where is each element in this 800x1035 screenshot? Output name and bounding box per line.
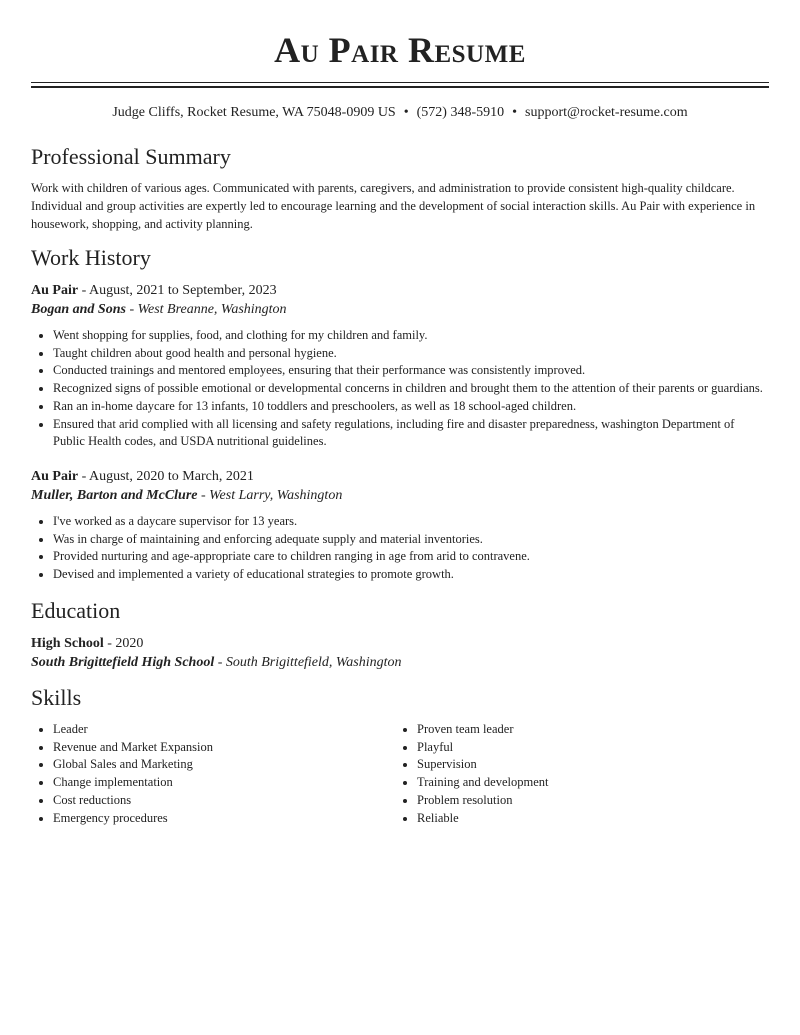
job-2-employer-line bbox=[31, 487, 342, 505]
list-item: • Ensured that arid complied with all licensing and safety regulations, including fire and disaster preparedness, washington Department of Public Health codes, and USDA nutritional guidelines. bbox=[53, 416, 769, 451]
skills-list-left bbox=[31, 721, 393, 827]
list-item: • Went shopping for supplies, food, and clothing for my children and family. bbox=[53, 327, 769, 345]
list-item: • Playful bbox=[417, 739, 757, 757]
education-school-line bbox=[31, 654, 402, 672]
list-item: • Change implementation bbox=[53, 774, 393, 792]
list-item: • Conducted trainings and mentored employees, ensuring that their performance was consistently improved. bbox=[53, 362, 769, 380]
list-item: • Revenue and Market Expansion bbox=[53, 739, 393, 757]
contact-email: support@rocket-resume.com bbox=[525, 105, 688, 120]
job-employer: Muller, Barton and McClure bbox=[31, 488, 198, 503]
job-2-title-line bbox=[31, 468, 254, 486]
education-school: South Brigittefield High School bbox=[31, 655, 215, 670]
list-item: • Ran an in-home daycare for 13 infants, 10 toddlers and preschoolers, as well as 18 school-aged children. bbox=[53, 398, 769, 416]
list-item: • Leader bbox=[53, 721, 393, 739]
job-dates: - August, 2020 to March, 2021 bbox=[78, 469, 254, 484]
title-divider-thick bbox=[31, 86, 769, 88]
list-item: • Cost reductions bbox=[53, 792, 393, 810]
resume-page bbox=[31, 0, 769, 825]
list-item: • I've worked as a daycare supervisor for 13 years. bbox=[53, 513, 769, 531]
contact-separator: • bbox=[512, 105, 518, 120]
job-1-bullets bbox=[31, 327, 769, 451]
job-1-employer-line bbox=[31, 301, 287, 319]
contact-phone: (572) 348-5910 bbox=[416, 105, 505, 120]
contact-line bbox=[31, 104, 769, 122]
summary-text: Work with children of various ages. Communicated with parents, caregivers, and administration to provide consistent high-quality childcare. Individual and group activities are expertly led to encourage learning and the development of social interaction skills. Au Pair with experience in housework, shopping, and activity planning. bbox=[31, 181, 756, 231]
job-title: Au Pair bbox=[31, 283, 79, 298]
list-item: • Reliable bbox=[417, 810, 757, 828]
summary-heading: Professional Summary bbox=[31, 144, 231, 169]
education-degree: High School bbox=[31, 636, 104, 651]
list-item: • Was in charge of maintaining and enforcing adequate supply and material inventories. bbox=[53, 531, 769, 549]
job-location: - West Larry, Washington bbox=[197, 488, 343, 503]
education-degree-line bbox=[31, 635, 143, 653]
list-item: • Proven team leader bbox=[417, 721, 757, 739]
list-item: • Provided nurturing and age-appropriate care to children ranging in age from arid to contravene. bbox=[53, 548, 769, 566]
resume-title: Au Pair Resume bbox=[274, 30, 526, 70]
title-divider-thin bbox=[31, 82, 769, 83]
list-item: • Recognized signs of possible emotional or developmental concerns in children and brought them to the attention of their parents or guardians. bbox=[53, 380, 769, 398]
list-item: • Devised and implemented a variety of educational strategies to promote growth. bbox=[53, 566, 769, 584]
job-2-bullets bbox=[31, 513, 769, 584]
education-location: - South Brigittefield, Washington bbox=[214, 655, 402, 670]
education-year: - 2020 bbox=[103, 636, 144, 651]
work-history-heading: Work History bbox=[31, 245, 151, 270]
list-item: • Global Sales and Marketing bbox=[53, 756, 393, 774]
contact-separator: • bbox=[403, 105, 409, 120]
contact-address: Judge Cliffs, Rocket Resume, WA 75048-0909 US bbox=[112, 105, 396, 120]
skills-list-right bbox=[395, 721, 757, 827]
job-1-title-line bbox=[31, 282, 277, 300]
list-item: • Training and development bbox=[417, 774, 757, 792]
list-item: • Emergency procedures bbox=[53, 810, 393, 828]
job-employer: Bogan and Sons bbox=[31, 302, 126, 317]
job-dates: - August, 2021 to September, 2023 bbox=[78, 283, 277, 298]
education-heading: Education bbox=[31, 598, 121, 623]
list-item: • Problem resolution bbox=[417, 792, 757, 810]
list-item: • Taught children about good health and personal hygiene. bbox=[53, 345, 769, 363]
job-location: - West Breanne, Washington bbox=[125, 302, 287, 317]
list-item: • Supervision bbox=[417, 756, 757, 774]
skills-heading: Skills bbox=[31, 685, 82, 710]
job-title: Au Pair bbox=[31, 469, 79, 484]
